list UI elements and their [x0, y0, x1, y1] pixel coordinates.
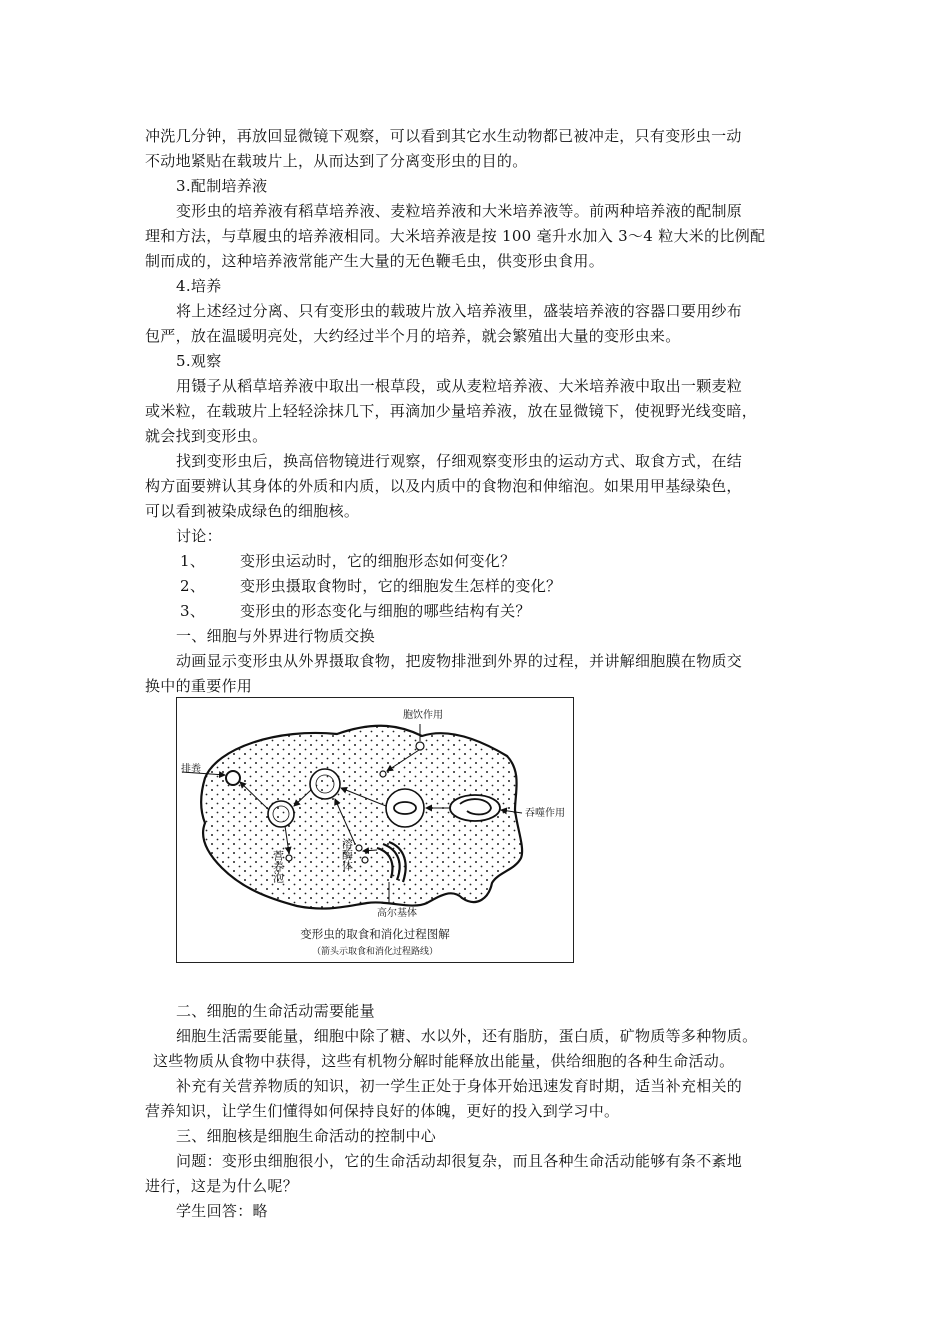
- paragraph-line: 换中的重要作用: [145, 677, 253, 695]
- nutrient-vesicle: [286, 855, 292, 861]
- section-heading: 3.配制培养液: [176, 177, 268, 195]
- paragraph-line: 就会找到变形虫。: [145, 427, 268, 445]
- figure-subcaption: （箭头示取食和消化过程路线）: [311, 947, 439, 957]
- section-heading: 5.观察: [176, 352, 222, 370]
- label-food-vacuole: 营养泡: [271, 850, 285, 883]
- question-text: 变形虫摄取食物时，它的细胞发生怎样的变化？: [240, 577, 562, 595]
- paragraph-line: 将上述经过分离、只有变形虫的载玻片放入培养液里，盛装培养液的容器口要用纱布: [176, 302, 743, 320]
- amoeba-diagram: [176, 697, 574, 963]
- paragraph-line: 或米粒，在载玻片上轻轻涂抹几下，再滴加少量培养液，放在显微镜下，使视野光线变暗，: [145, 402, 758, 420]
- excretion-vacuole: [226, 771, 240, 785]
- paragraph-line: 补充有关营养物质的知识，初一学生正处于身体开始迅速发育时期，适当补充相关的: [176, 1077, 743, 1095]
- paragraph-line: 可以看到被染成绿色的细胞核。: [145, 502, 360, 520]
- paragraph-line: 问题：变形虫细胞很小，它的生命活动却很复杂，而且各种生命活动能够有条不紊地: [176, 1152, 743, 1170]
- section-heading: 4.培养: [176, 277, 222, 295]
- figure-caption: 变形虫的取食和消化过程图解: [300, 927, 450, 941]
- paragraph-line: 用镊子从稻草培养液中取出一根草段，或从麦粒培养液、大米培养液中取出一颗麦粒: [176, 377, 743, 395]
- small-vesicle: [380, 771, 386, 777]
- phagocytosis-site: [450, 795, 500, 821]
- paragraph-line: 冲洗几分钟，再放回显微镜下观察，可以看到其它水生动物都已被冲走，只有变形虫一动: [145, 127, 742, 145]
- paragraph-line: 营养知识，让学生们懂得如何保持良好的体魄，更好的投入到学习中。: [145, 1102, 620, 1120]
- section-heading: 三、细胞核是细胞生命活动的控制中心: [176, 1127, 437, 1145]
- lysosome-vesicle: [362, 857, 368, 863]
- food-vacuole: [268, 801, 294, 827]
- paragraph-line: 找到变形虫后，换高倍物镜进行观察，仔细观察变形虫的运动方式、取食方式，在结: [176, 452, 743, 470]
- pinocytosis-vesicle: [416, 742, 424, 750]
- digesting-vacuole: [310, 769, 340, 799]
- paragraph-line: 动画显示变形虫从外界摄取食物，把废物排泄到外界的过程，并讲解细胞膜在物质交: [176, 652, 743, 670]
- new-food-vacuole: [386, 789, 424, 827]
- section-heading: 一、细胞与外界进行物质交换: [176, 627, 375, 645]
- question-number: 1、: [180, 552, 206, 570]
- discussion-question: [180, 601, 531, 621]
- paragraph-line: 这些物质从食物中获得，这些有机物分解时能释放出能量，供给细胞的各种生命活动。: [153, 1052, 735, 1070]
- label-golgi: 高尔基体: [377, 908, 417, 919]
- paragraph-line: 构方面要辨认其身体的外质和内质，以及内质中的食物泡和伸缩泡。如果用甲基绿染色，: [145, 477, 742, 495]
- paragraph-line: 进行，这是为什么呢？: [145, 1177, 299, 1195]
- discussion-question: [180, 551, 515, 571]
- section-heading: 二、细胞的生命活动需要能量: [176, 1002, 375, 1020]
- discussion-question: [180, 576, 561, 596]
- label-lysosome: 溶酶体: [340, 838, 354, 871]
- discussion-heading: 讨论：: [176, 527, 222, 545]
- paragraph-line: 制而成的，这种培养液常能产生大量的无色鞭毛虫，供变形虫食用。: [145, 252, 605, 270]
- lysosome-vesicle: [356, 845, 362, 851]
- paragraph-line: 变形虫的培养液有稻草培养液、麦粒培养液和大米培养液等。前两种培养液的配制原: [176, 202, 743, 220]
- question-text: 变形虫的形态变化与细胞的哪些结构有关？: [240, 602, 531, 620]
- question-text: 变形虫运动时，它的细胞形态如何变化？: [240, 552, 516, 570]
- label-excretion: 排粪: [181, 764, 201, 775]
- paragraph-line: 细胞生活需要能量，细胞中除了糖、水以外，还有脂肪，蛋白质，矿物质等多种物质。: [176, 1027, 758, 1045]
- question-number: 3、: [180, 602, 206, 620]
- amoeba-illustration: [177, 698, 573, 962]
- paragraph-line: 不动地紧贴在载玻片上，从而达到了分离变形虫的目的。: [145, 152, 528, 170]
- label-pinocytosis: 胞饮作用: [403, 710, 443, 721]
- question-number: 2、: [180, 577, 206, 595]
- paragraph-line: 包严，放在温暖明亮处，大约经过半个月的培养，就会繁殖出大量的变形虫来。: [145, 327, 681, 345]
- paragraph-line: 学生回答：略: [176, 1202, 268, 1220]
- label-phagocytosis: 吞噬作用: [525, 808, 565, 819]
- paragraph-line: 理和方法，与草履虫的培养液相同。大米培养液是按 100 毫升水加入 3～4 粒大米的比例配: [145, 227, 766, 245]
